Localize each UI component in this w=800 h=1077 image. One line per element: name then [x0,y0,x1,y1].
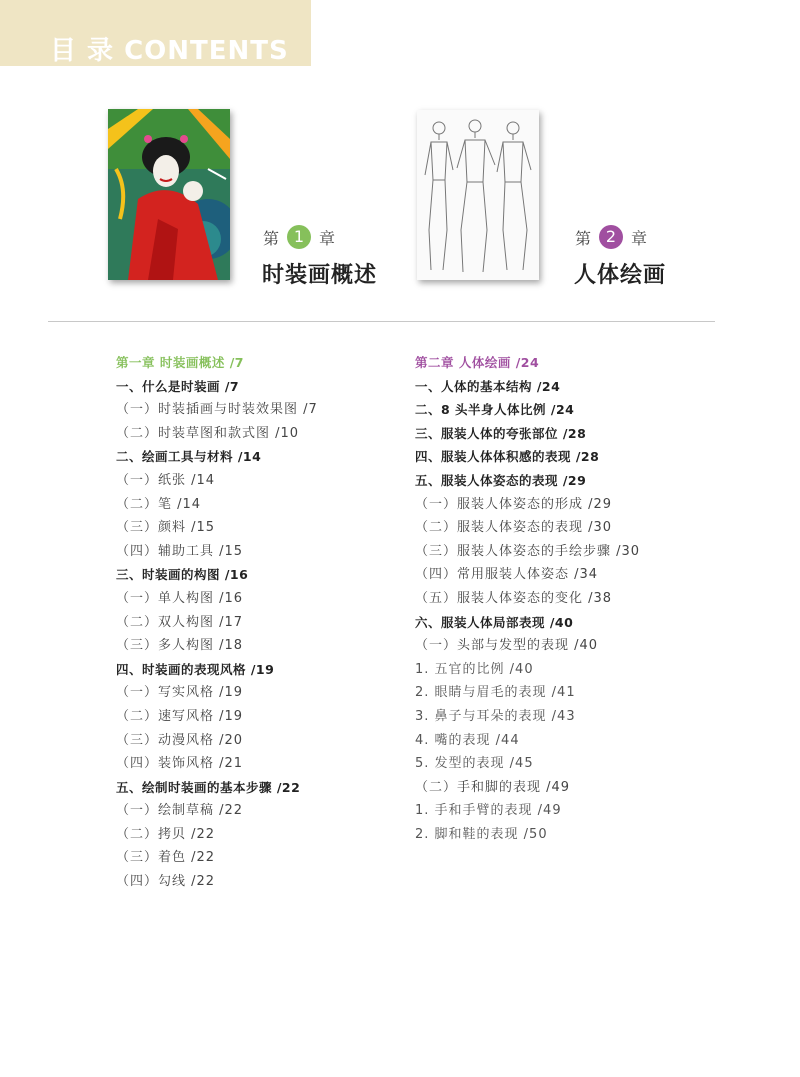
toc-chapter-2 [415,351,715,846]
toc-entry: 一、什么是时装画 /7 [116,378,240,394]
toc-entry: 2. 脚和鞋的表现 /50 [415,826,548,842]
toc-entry: （四）常用服装人体姿态 /34 [415,567,599,583]
toc-entry: 1. 五官的比例 /40 [415,661,534,677]
toc-entry: （一）时装插画与时装效果图 /7 [116,402,318,418]
chapter-1-label [263,225,335,249]
chapter-1-cover-image [108,109,230,280]
toc-entry: 四、服装人体体积感的表现 /28 [415,449,600,465]
chapter-2-number-badge: 2 [599,225,623,249]
toc-entry: 六、服装人体局部表现 /40 [415,614,574,630]
toc-entry: 3. 鼻子与耳朵的表现 /43 [415,708,576,724]
chapter-2-suffix: 章 [631,228,648,248]
chapter-1-title: 时装画概述 [262,263,378,288]
chapter-2-prefix: 第 [575,228,592,248]
toc-entry: 三、服装人体的夸张部位 /28 [415,425,587,441]
chapter-1-number-badge: 1 [287,225,311,249]
toc-entry: （二）速写风格 /19 [116,708,244,724]
toc-entry: 五、服装人体姿态的表现 /29 [415,472,587,488]
toc-entry: 二、8 头半身人体比例 /24 [415,402,575,418]
toc-entry: （四）装饰风格 /21 [116,756,244,772]
chapter-1-prefix: 第 [263,228,280,248]
toc-entry: 2. 眼睛与眉毛的表现 /41 [415,685,576,701]
toc-entry: （三）颜料 /15 [116,520,216,536]
toc-entry: （二）服装人体姿态的表现 /30 [415,520,613,536]
toc-entry: （一）头部与发型的表现 /40 [415,638,599,654]
toc-entry: （二）双人构图 /17 [116,614,244,630]
toc-entry: （二）时装草图和款式图 /10 [116,425,300,441]
toc-chapter-heading: 第一章 时装画概述 /7 [116,355,244,370]
toc-entry: 1. 手和手臂的表现 /49 [415,803,562,819]
divider-line [48,321,715,322]
toc-entry: 四、时装画的表现风格 /19 [116,661,275,677]
toc-entry: 三、时装画的构图 /16 [116,567,249,583]
toc-entry: （三）动漫风格 /20 [116,732,244,748]
toc-entry: （三）多人构图 /18 [116,638,244,654]
toc-entry: （一）绘制草稿 /22 [116,803,244,819]
toc-entry: （一）服装人体姿态的形成 /29 [415,496,613,512]
chapter-2-label [575,225,647,249]
toc-entry: （四）勾线 /22 [116,874,216,890]
toc-chapter-heading: 第二章 人体绘画 /24 [415,355,540,370]
toc-entry: （一）单人构图 /16 [116,590,244,606]
toc-entry: （一）纸张 /14 [116,472,216,488]
toc-entry: （一）写实风格 /19 [116,685,244,701]
toc-entry: 5. 发型的表现 /45 [415,756,534,772]
toc-entry: （二）手和脚的表现 /49 [415,779,571,795]
toc-entry: （三）服装人体姿态的手绘步骤 /30 [415,543,641,559]
toc-entry: （四）辅助工具 /15 [116,543,244,559]
toc-entry: （二）拷贝 /22 [116,826,216,842]
toc-entry: 一、人体的基本结构 /24 [415,378,561,394]
chapter-1-suffix: 章 [319,228,336,248]
chapter-2-cover-image [417,110,539,280]
toc-entry: 4. 嘴的表现 /44 [415,732,520,748]
toc-entry: 五、绘制时装画的基本步骤 /22 [116,779,301,795]
page-title: 目 录 CONTENTS [50,36,289,66]
toc-entry: 二、绘画工具与材料 /14 [116,449,262,465]
toc-entry: （五）服装人体姿态的变化 /38 [415,590,613,606]
toc-entry: （三）着色 /22 [116,850,216,866]
toc-entry: （二）笔 /14 [116,496,202,512]
toc-chapter-1 [116,351,416,894]
chapter-2-title: 人体绘画 [574,263,667,288]
